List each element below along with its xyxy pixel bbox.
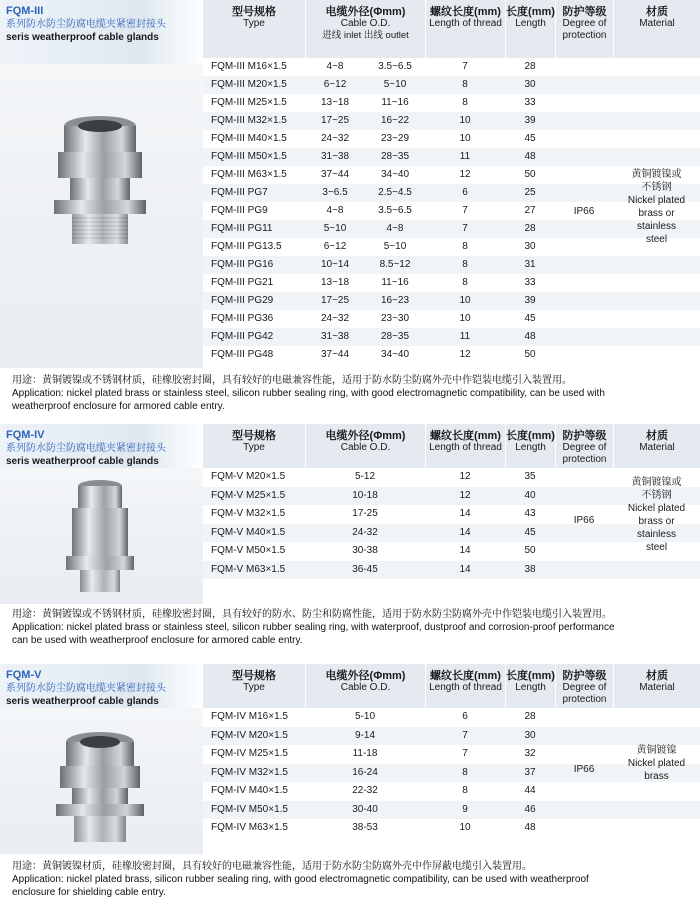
cell-length: 50 bbox=[524, 349, 536, 360]
table-row bbox=[203, 328, 700, 346]
cell-thread: 11 bbox=[459, 151, 471, 162]
cell-cable-od: 38-53 bbox=[352, 822, 378, 833]
cell-type: FQM-III M25×1.5 bbox=[211, 97, 287, 108]
cell-outlet: 5~10 bbox=[383, 79, 407, 90]
header-type: 型号规格 Type bbox=[232, 430, 276, 453]
header-thread-length: 螺纹长度(mm) Length of thread bbox=[425, 664, 505, 708]
cell-thread: 8 bbox=[462, 259, 468, 270]
table-row bbox=[203, 801, 700, 820]
cell-outlet: 28~35 bbox=[380, 151, 410, 162]
cell-length: 38 bbox=[524, 563, 536, 575]
title-chinese: 系列防水防尘防腐电缆夹紧密封接头 bbox=[6, 19, 166, 30]
cell-cable-od: 16-24 bbox=[352, 766, 378, 778]
cell-length: 50 bbox=[524, 169, 536, 180]
cell-thread: 14 bbox=[459, 563, 471, 575]
cell-thread: 8 bbox=[462, 766, 468, 778]
cell-cable-od: 11-18 bbox=[352, 748, 378, 759]
cell-type: FQM-III PG13.5 bbox=[211, 241, 282, 252]
header-length: 长度(mm) Length bbox=[505, 0, 555, 58]
cell-inlet: 5~10 bbox=[323, 223, 347, 234]
cell-type: FQM-III PG48 bbox=[211, 349, 274, 360]
cell-thread: 12 bbox=[459, 169, 471, 180]
header-inlet: 进线 inlet bbox=[322, 30, 362, 41]
table-row bbox=[203, 819, 700, 838]
cell-length: 28 bbox=[524, 223, 536, 234]
cell-cable-od: 5-12 bbox=[354, 471, 375, 482]
cell-thread: 8 bbox=[462, 277, 468, 288]
table-header bbox=[203, 424, 700, 468]
cell-thread: 6 bbox=[462, 711, 468, 722]
table-row bbox=[203, 148, 700, 166]
title-english: seris weatherproof cable glands bbox=[6, 456, 159, 467]
cell-outlet: 2.5~4.5 bbox=[378, 187, 412, 198]
cell-type: FQM-IV M25×1.5 bbox=[211, 748, 288, 759]
cell-type: FQM-V M50×1.5 bbox=[211, 545, 286, 556]
cell-thread: 8 bbox=[462, 97, 468, 108]
header-type: 型号规格 Type bbox=[232, 6, 276, 29]
cell-inlet: 13~18 bbox=[320, 277, 350, 288]
cell-type: FQM-III PG16 bbox=[211, 259, 274, 270]
cell-thread: 8 bbox=[462, 241, 468, 252]
cell-inlet: 17~25 bbox=[320, 295, 350, 306]
table-row bbox=[203, 256, 700, 274]
cell-type: FQM-V M63×1.5 bbox=[211, 563, 286, 575]
table-row bbox=[203, 94, 700, 112]
header-type: 型号规格 Type bbox=[232, 670, 276, 693]
model-name: FQM-V bbox=[6, 669, 42, 681]
table-row bbox=[203, 112, 700, 130]
cell-thread: 14 bbox=[459, 545, 471, 556]
header-cable-od: 电缆外径(Φmm) Cable O.D. 进线 inlet 出线 outlet bbox=[305, 0, 425, 58]
cell-outlet: 16~22 bbox=[380, 115, 410, 126]
cell-length: 45 bbox=[524, 526, 536, 538]
protection-rating: IP66 bbox=[573, 515, 595, 526]
header-length: 长度(mm) Length bbox=[505, 664, 555, 708]
cell-outlet: 23~29 bbox=[380, 133, 410, 144]
cell-length: 30 bbox=[524, 241, 536, 252]
cell-type: FQM-III PG9 bbox=[211, 205, 268, 216]
cell-inlet: 24~32 bbox=[320, 133, 350, 144]
cell-outlet: 34~40 bbox=[380, 169, 410, 180]
cell-cable-od: 30-38 bbox=[352, 545, 378, 556]
cell-cable-od: 30-40 bbox=[352, 803, 378, 815]
cell-length: 37 bbox=[524, 766, 536, 778]
cell-outlet: 11~16 bbox=[381, 277, 409, 288]
cell-inlet: 6~12 bbox=[323, 241, 347, 252]
cell-cable-od: 10-18 bbox=[352, 489, 378, 501]
cell-inlet: 24~32 bbox=[320, 313, 350, 324]
cell-length: 46 bbox=[524, 803, 536, 815]
cell-type: FQM-IV M32×1.5 bbox=[211, 766, 288, 778]
product-photo-panel bbox=[0, 468, 203, 604]
cell-type: FQM-IV M40×1.5 bbox=[211, 785, 288, 796]
header-thread-length: 螺纹长度(mm) Length of thread bbox=[425, 0, 505, 58]
model-name: FQM-III bbox=[6, 5, 44, 17]
section-fqm-v bbox=[0, 664, 700, 909]
title-chinese: 系列防水防尘防腐电缆夹紧密封接头 bbox=[6, 443, 166, 454]
section-fqm-iv bbox=[0, 424, 700, 660]
cell-inlet: 37~44 bbox=[320, 349, 350, 360]
cell-thread: 11 bbox=[459, 331, 471, 342]
cell-length: 48 bbox=[524, 151, 536, 162]
title-english: seris weatherproof cable glands bbox=[6, 696, 159, 707]
cell-outlet: 3.5~6.5 bbox=[378, 205, 412, 216]
cell-type: FQM-III PG29 bbox=[211, 295, 274, 306]
cell-type: FQM-IV M16×1.5 bbox=[211, 711, 288, 722]
cell-cable-od: 17-25 bbox=[352, 508, 378, 519]
cell-outlet: 23~30 bbox=[380, 313, 410, 324]
cell-length: 30 bbox=[524, 79, 536, 90]
cell-thread: 7 bbox=[462, 729, 468, 741]
cell-thread: 7 bbox=[462, 223, 468, 234]
cell-thread: 12 bbox=[459, 471, 471, 482]
header-material: 材质 Material bbox=[613, 424, 700, 468]
table-row bbox=[203, 58, 700, 76]
cell-inlet: 13~18 bbox=[320, 97, 350, 108]
cell-thread: 12 bbox=[459, 349, 471, 360]
cell-thread: 14 bbox=[459, 508, 471, 519]
cell-outlet: 16~23 bbox=[380, 295, 410, 306]
material-cell: 黄铜镀镍或 不锈钢 Nickel plated brass or stainless steel bbox=[627, 477, 686, 553]
cell-type: FQM-III M40×1.5 bbox=[211, 133, 287, 144]
cell-length: 45 bbox=[524, 313, 536, 324]
cell-cable-od: 9-14 bbox=[354, 729, 375, 741]
table-row bbox=[203, 346, 700, 364]
table-row bbox=[203, 727, 700, 746]
protection-rating: IP66 bbox=[573, 764, 595, 775]
cell-type: FQM-III PG11 bbox=[211, 223, 273, 234]
model-name: FQM-IV bbox=[6, 429, 45, 441]
cell-length: 32 bbox=[524, 748, 536, 759]
header-cable-od: 电缆外径(Φmm) Cable O.D. bbox=[305, 664, 425, 708]
table-row bbox=[203, 782, 700, 801]
cable-gland-image bbox=[0, 468, 203, 604]
cell-length: 35 bbox=[524, 471, 536, 482]
cell-type: FQM-III M50×1.5 bbox=[211, 151, 287, 162]
cell-thread: 6 bbox=[462, 187, 468, 198]
cell-length: 48 bbox=[524, 822, 536, 833]
cell-length: 30 bbox=[524, 729, 536, 741]
cell-thread: 7 bbox=[462, 205, 468, 216]
cell-outlet: 5~10 bbox=[383, 241, 407, 252]
cell-inlet: 4~8 bbox=[326, 61, 344, 72]
cell-type: FQM-III PG42 bbox=[211, 331, 274, 342]
cell-inlet: 17~25 bbox=[320, 115, 350, 126]
cable-gland-image bbox=[0, 708, 203, 854]
cell-thread: 10 bbox=[459, 133, 471, 144]
header-material: 材质 Material bbox=[613, 664, 700, 708]
table-row bbox=[203, 130, 700, 148]
cell-length: 25 bbox=[524, 187, 536, 198]
cell-length: 39 bbox=[524, 295, 536, 306]
cell-thread: 9 bbox=[462, 803, 468, 815]
cell-length: 33 bbox=[524, 277, 536, 288]
table-row bbox=[203, 274, 700, 292]
cell-inlet: 4~8 bbox=[326, 205, 344, 216]
table-row bbox=[203, 76, 700, 94]
cell-thread: 7 bbox=[462, 61, 468, 72]
cell-length: 28 bbox=[524, 711, 536, 722]
cell-cable-od: 24-32 bbox=[352, 526, 378, 538]
cell-inlet: 3~6.5 bbox=[322, 187, 348, 198]
cell-thread: 14 bbox=[459, 526, 471, 538]
cell-thread: 10 bbox=[459, 115, 471, 126]
header-protection: 防护等级 Degree of protection bbox=[555, 0, 613, 58]
cell-thread: 8 bbox=[462, 785, 468, 796]
cell-thread: 8 bbox=[462, 79, 468, 90]
cell-length: 33 bbox=[524, 97, 536, 108]
material-cell: 黄铜镀镍或 不锈钢 Nickel plated brass or stainless steel bbox=[627, 169, 686, 245]
cell-cable-od: 5-10 bbox=[354, 711, 375, 722]
cell-type: FQM-III M20×1.5 bbox=[211, 79, 287, 90]
cell-inlet: 31~38 bbox=[320, 151, 350, 162]
usage-note: 用途：黄铜镀镍材质，硅橡胶密封圈，具有较好的电磁兼容性能，适用于防水防尘防腐外壳中作屏蔽电缆引入装置用。 Application: nickel plated brass, silicon rubber sealing ring, with good electromagnetic compatibility, can be used with weatherproof enclosure for shielding cable entry. bbox=[12, 861, 589, 898]
product-photo-panel bbox=[0, 708, 203, 854]
cell-thread: 10 bbox=[459, 295, 471, 306]
table-header bbox=[203, 664, 700, 708]
cell-type: FQM-IV M63×1.5 bbox=[211, 822, 288, 833]
title-chinese: 系列防水防尘防腐电缆夹紧密封接头 bbox=[6, 683, 166, 694]
section-fqm-iii bbox=[0, 0, 700, 412]
cell-length: 31 bbox=[524, 259, 536, 270]
cell-type: FQM-III M16×1.5 bbox=[211, 61, 287, 72]
cell-inlet: 6~12 bbox=[323, 79, 347, 90]
cell-outlet: 8.5~12 bbox=[379, 259, 411, 270]
header-protection: 防护等级 Degree of protection bbox=[555, 424, 613, 468]
cell-type: FQM-III M32×1.5 bbox=[211, 115, 287, 126]
table-row bbox=[203, 708, 700, 727]
cell-length: 27 bbox=[524, 205, 536, 216]
cell-length: 50 bbox=[524, 545, 536, 556]
header-material: 材质 Material bbox=[613, 0, 700, 58]
usage-note: 用途：黄铜镀镍或不锈钢材质，硅橡胶密封圈，具有较好的防水、防尘和防腐性能，适用于防水防尘防腐外壳中作铠装电缆引入装置用。 Application: nickel plated brass or stainless steel, silicon rubber sealing ring, with waterproof, dustproof and corrosion-proof performance can be used with weatherproof enclosure for armored cable entry. bbox=[12, 609, 615, 646]
table-header bbox=[203, 0, 700, 58]
cell-inlet: 37~44 bbox=[320, 169, 350, 180]
table-row bbox=[203, 292, 700, 310]
cell-type: FQM-IV M50×1.5 bbox=[211, 803, 288, 815]
cell-type: FQM-V M20×1.5 bbox=[211, 471, 286, 482]
cell-cable-od: 36-45 bbox=[352, 563, 378, 575]
cell-type: FQM-V M25×1.5 bbox=[211, 489, 286, 501]
section-title-block bbox=[0, 0, 203, 64]
cell-outlet: 28~35 bbox=[380, 331, 410, 342]
cell-type: FQM-III M63×1.5 bbox=[211, 169, 287, 180]
cell-length: 45 bbox=[524, 133, 536, 144]
usage-note: 用途：黄铜镀镍或不锈钢材质，硅橡胶密封圈，具有较好的电磁兼容性能，适用于防水防尘防腐外壳中作铠装电缆引入装置用。 Application: nickel plated brass or stainless steel, silicon rubber sealing ring, with good electromagnetic compatibility, can be used with weatherproof enclosure for armored cable entry. bbox=[12, 375, 605, 412]
header-length: 长度(mm) Length bbox=[505, 424, 555, 468]
cell-type: FQM-III PG7 bbox=[211, 187, 268, 198]
cell-type: FQM-V M40×1.5 bbox=[211, 526, 286, 538]
material-cell: 黄铜镀镍 Nickel plated brass bbox=[627, 745, 686, 782]
protection-rating: IP66 bbox=[573, 206, 595, 217]
cell-inlet: 31~38 bbox=[320, 331, 350, 342]
header-thread-length: 螺纹长度(mm) Length of thread bbox=[425, 424, 505, 468]
cell-length: 28 bbox=[524, 61, 536, 72]
cell-length: 43 bbox=[524, 508, 536, 519]
cell-thread: 12 bbox=[459, 489, 471, 501]
cell-length: 40 bbox=[524, 489, 536, 501]
title-english: seris weatherproof cable glands bbox=[6, 32, 159, 43]
cell-length: 48 bbox=[524, 331, 536, 342]
cell-thread: 10 bbox=[459, 313, 471, 324]
spec-table-fqm-iii bbox=[203, 0, 700, 364]
spec-table-fqm-v bbox=[203, 664, 700, 838]
cell-thread: 10 bbox=[459, 822, 471, 833]
cell-outlet: 11~16 bbox=[381, 97, 409, 108]
spec-table-fqm-iv bbox=[203, 424, 700, 579]
header-outlet: 出线 outlet bbox=[363, 30, 409, 41]
product-photo-panel bbox=[0, 64, 203, 368]
cell-cable-od: 22-32 bbox=[352, 785, 378, 796]
header-protection: 防护等级 Degree of protection bbox=[555, 664, 613, 708]
cell-type: FQM-III PG21 bbox=[211, 277, 274, 288]
cell-type: FQM-V M32×1.5 bbox=[211, 508, 286, 519]
cell-outlet: 3.5~6.5 bbox=[378, 61, 412, 72]
cell-type: FQM-III PG36 bbox=[211, 313, 274, 324]
cable-gland-image bbox=[0, 64, 203, 368]
header-cable-od: 电缆外径(Φmm) Cable O.D. bbox=[305, 424, 425, 468]
cell-outlet: 34~40 bbox=[380, 349, 410, 360]
cell-inlet: 10~14 bbox=[320, 259, 350, 270]
table-row bbox=[203, 561, 700, 580]
cell-outlet: 4~8 bbox=[386, 223, 404, 234]
table-row bbox=[203, 310, 700, 328]
cell-length: 44 bbox=[524, 785, 536, 796]
cell-length: 39 bbox=[524, 115, 536, 126]
cell-type: FQM-IV M20×1.5 bbox=[211, 729, 288, 741]
cell-thread: 7 bbox=[462, 748, 468, 759]
